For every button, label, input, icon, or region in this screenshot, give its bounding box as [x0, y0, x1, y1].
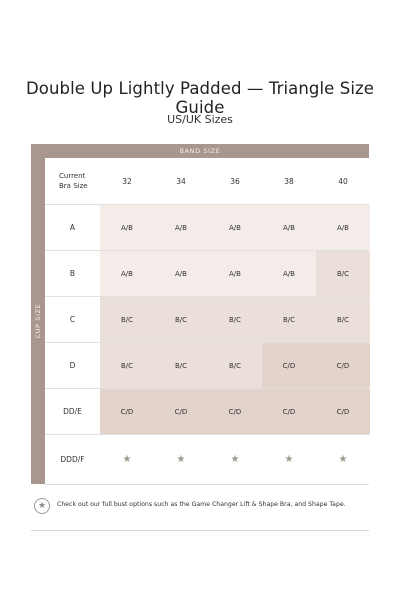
size-cell: B/C: [154, 343, 208, 388]
size-cell: A/B: [154, 251, 208, 296]
band-size-row: [45, 158, 369, 204]
size-guide-table: [31, 144, 369, 484]
size-cell: A/B: [316, 205, 370, 250]
size-cell: C/D: [316, 389, 370, 434]
star-icon: ★: [154, 435, 208, 484]
size-cell: A/B: [262, 205, 316, 250]
size-cell: B/C: [208, 297, 262, 342]
size-cell: B/C: [208, 343, 262, 388]
cup-size-a: A: [45, 205, 101, 250]
cup-size-header: CUP SIZE: [34, 303, 42, 339]
table-row: [45, 250, 369, 296]
size-cell: B/C: [100, 343, 154, 388]
table-row: [45, 204, 369, 250]
band-size-34: 34: [176, 176, 186, 186]
star-icon: ★: [34, 498, 50, 514]
band-size-40: 40: [338, 176, 348, 186]
cup-size-d: D: [45, 343, 101, 388]
band-size-header: BAND SIZE: [31, 144, 369, 158]
full-bust-note: [31, 498, 371, 520]
size-cell: B/C: [154, 297, 208, 342]
current-bra-size-label: Current Bra Size: [59, 172, 88, 190]
size-cell: B/C: [316, 251, 370, 296]
cup-size-c: C: [45, 297, 101, 342]
size-cell: A/B: [100, 251, 154, 296]
band-size-36: 36: [230, 176, 240, 186]
page-subtitle: US/UK Sizes: [167, 113, 233, 126]
size-cell: C/D: [262, 389, 316, 434]
size-cell: A/B: [100, 205, 154, 250]
size-cell: A/B: [208, 205, 262, 250]
size-cell: C/D: [100, 389, 154, 434]
divider: [31, 530, 369, 531]
size-cell: B/C: [100, 297, 154, 342]
band-size-32: 32: [122, 176, 132, 186]
band-size-38: 38: [284, 176, 294, 186]
table-row: [45, 342, 369, 388]
star-icon: ★: [208, 435, 262, 484]
size-cell: B/C: [262, 297, 316, 342]
size-grid: [45, 158, 369, 485]
star-icon: ★: [316, 435, 370, 484]
star-icon: ★: [100, 435, 154, 484]
table-row: [45, 388, 369, 434]
size-cell: A/B: [154, 205, 208, 250]
size-cell: C/D: [208, 389, 262, 434]
size-cell: C/D: [154, 389, 208, 434]
cup-size-ddd-f: DDD/F: [45, 435, 101, 484]
size-cell: A/B: [262, 251, 316, 296]
size-cell: C/D: [316, 343, 370, 388]
cup-size-column: [31, 158, 45, 484]
size-cell: B/C: [316, 297, 370, 342]
size-cell: C/D: [262, 343, 316, 388]
note-text: Check out our full bust options such as the Game Changer Lift & Shape Bra, and Shape Tape.: [57, 501, 346, 508]
size-cell: A/B: [208, 251, 262, 296]
star-icon: ★: [262, 435, 316, 484]
cup-size-dd-e: DD/E: [45, 389, 101, 434]
cup-size-b: B: [45, 251, 101, 296]
page-title: Double Up Lightly Padded — Triangle Size Guide: [25, 79, 375, 117]
table-row: [45, 434, 369, 484]
table-row: [45, 296, 369, 342]
